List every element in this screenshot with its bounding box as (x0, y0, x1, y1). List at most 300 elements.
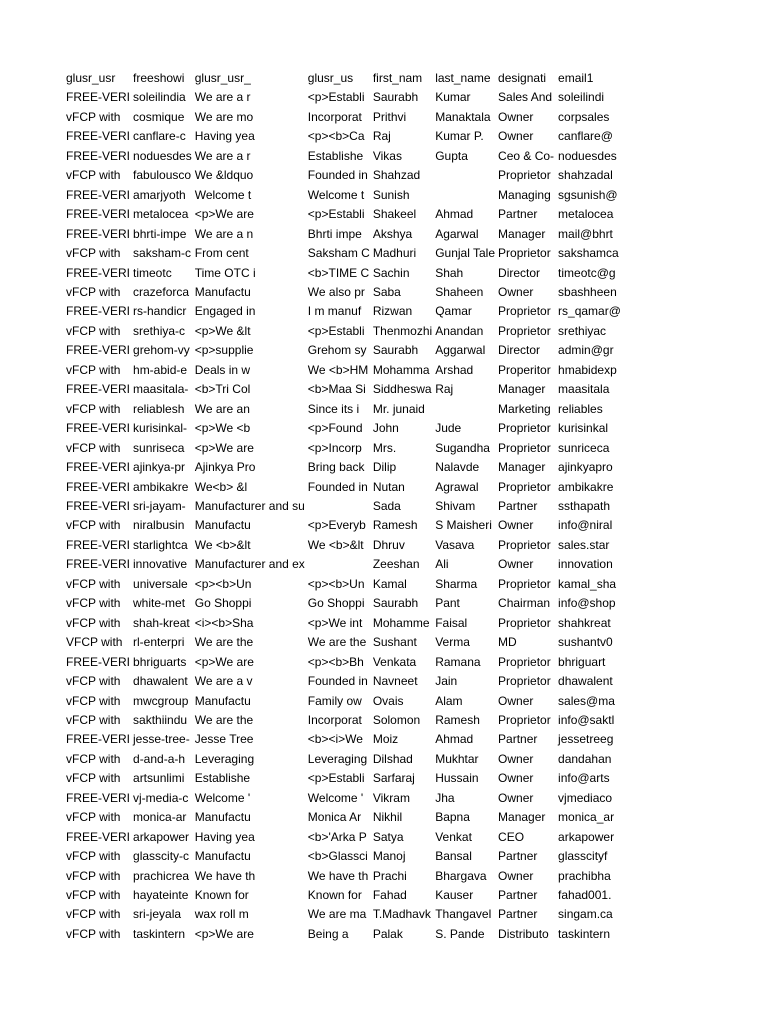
table-cell: Marketing (498, 401, 551, 416)
table-row (63, 264, 621, 283)
table-cell: vFCP with (66, 401, 121, 416)
table-cell: Prachi (372, 868, 407, 883)
table-cell: <p>We &lt (194, 323, 251, 338)
table-cell: Faisal (435, 615, 468, 630)
table-cell: mwcgroup (133, 693, 189, 708)
table-cell: Establishe (194, 771, 251, 786)
table-cell: ajinkyapro (558, 460, 613, 475)
table-cell: jesse-tree- (133, 732, 190, 747)
table-cell: Partner (498, 888, 538, 903)
table-cell: vFCP with (66, 888, 121, 903)
table-cell: <p>We int (307, 615, 363, 630)
table-cell: Sunish (372, 187, 410, 202)
table-cell: Owner (498, 557, 534, 572)
table-row (63, 439, 621, 458)
table-cell: Partner (498, 907, 538, 922)
table-cell: Arshad (435, 362, 474, 377)
table-cell: vFCP with (66, 907, 121, 922)
table-cell: <p>supplie (194, 343, 254, 358)
table-cell: Bring back (307, 460, 365, 475)
table-cell: Proprietor (498, 440, 551, 455)
table-cell: artsunlimi (133, 771, 185, 786)
table-cell: Proprietor (498, 674, 551, 689)
table-cell: noduesdes (558, 148, 617, 163)
table-cell: Manager (498, 460, 546, 475)
table-cell: sbashheen (558, 284, 617, 299)
table-cell: Owner (498, 284, 534, 299)
table-cell: Palak (372, 926, 403, 941)
table-cell: hm-abid-e (133, 362, 188, 377)
table-cell: <b>TIME C (307, 265, 370, 280)
table-cell: FREE-VERI (66, 421, 131, 436)
table-row (63, 127, 621, 146)
table-cell: vFCP with (66, 926, 121, 941)
table-cell: Managing (498, 187, 551, 202)
table-cell: sales@ma (558, 693, 615, 708)
table-cell: Hussain (435, 771, 479, 786)
table-cell: FREE-VERI (66, 460, 131, 475)
table-row (63, 186, 621, 205)
table-cell: Alam (435, 693, 463, 708)
table-cell: noduesdes (133, 148, 192, 163)
table-cell: sakthiindu (133, 712, 188, 727)
table-cell: <p>We are (194, 654, 254, 669)
table-row (63, 692, 621, 711)
table-cell: Saurabh (372, 343, 419, 358)
table-cell: fahad001. (558, 888, 612, 903)
table-cell: <p>Establi (307, 90, 365, 105)
table-cell: info@arts (558, 771, 610, 786)
table-cell: We have th (307, 868, 369, 883)
table-cell: Partner (498, 732, 538, 747)
table-cell: Verma (435, 635, 470, 650)
table-cell: Founded in (307, 168, 368, 183)
table-cell: Saurabh (372, 90, 419, 105)
table-cell: dhawalent (133, 674, 188, 689)
table-cell: kamal_sha (558, 576, 617, 591)
table-cell: FREE-VERI (66, 654, 131, 669)
table-cell: dhawalent (558, 674, 613, 689)
table-cell: Partner (498, 207, 538, 222)
table-cell: Having yea (194, 829, 255, 844)
table-row (63, 147, 621, 166)
table-cell: sri-jeyala (133, 907, 182, 922)
table-cell: We <b>HM (307, 362, 369, 377)
column-header: glusr_usr (66, 71, 116, 85)
column-header: designati (498, 71, 547, 85)
table-cell: Manaktala (435, 109, 491, 124)
table-cell: Engaged in (194, 304, 256, 319)
table-cell: sales.star (558, 537, 610, 552)
table-cell: <p>Incorp (307, 440, 362, 455)
table-cell: Sugandha (435, 440, 490, 455)
table-cell: We<b> &l (194, 479, 248, 494)
table-cell: saksham-c (133, 246, 192, 261)
table-cell: info@saktl (558, 712, 615, 727)
table-cell: canflare-c (133, 129, 186, 144)
table-cell: <p>Establi (307, 323, 365, 338)
table-cell: glasscity-c (133, 849, 190, 864)
table-cell: srethiya-c (133, 323, 186, 338)
table-cell: bhrti-impe (133, 226, 187, 241)
table-cell: Agrawal (435, 479, 479, 494)
table-cell: ambikakre (133, 479, 189, 494)
table-cell: shahzadal (558, 168, 613, 183)
table-cell: amarjyoth (133, 187, 186, 202)
table-cell: Gupta (435, 148, 468, 163)
table-cell: glasscityf (558, 849, 608, 864)
table-row (63, 166, 621, 185)
table-cell: rl-enterpri (133, 635, 185, 650)
table-cell: Go Shoppi (194, 596, 252, 611)
table-cell: niralbusin (133, 518, 185, 533)
table-cell: We are the (194, 635, 254, 650)
table-cell: Manager (498, 382, 546, 397)
table-cell: Go Shoppi (307, 596, 365, 611)
table-cell: Known for (194, 888, 249, 903)
table-cell: vFCP with (66, 596, 121, 611)
table-cell: We are a v (194, 674, 253, 689)
table-row (63, 555, 621, 574)
table-row (63, 769, 621, 788)
table-cell: Kamal (372, 576, 407, 591)
table-cell: Proprietor (498, 168, 551, 183)
table-cell: We are a n (194, 226, 254, 241)
table-row (63, 497, 621, 516)
table-cell: arkapower (133, 829, 190, 844)
table-row (63, 847, 621, 866)
table-cell: vFCP with (66, 246, 121, 261)
table-cell: We also pr (307, 284, 365, 299)
table-cell: FREE-VERI (66, 90, 131, 105)
table-cell: kurisinkal (558, 421, 609, 436)
table-cell: FREE-VERI (66, 479, 131, 494)
table-cell: FREE-VERI (66, 226, 131, 241)
table-cell: FREE-VERI (66, 498, 131, 513)
table-row (63, 205, 621, 224)
table-cell: FREE-VERI (66, 557, 131, 572)
table-cell (432, 166, 495, 185)
table-cell: metalocea (133, 207, 189, 222)
table-cell: Proprietor (498, 576, 551, 591)
table-cell: Dilip (372, 460, 397, 475)
table-cell: Sales And (498, 90, 553, 105)
table-cell: We are the (307, 635, 367, 650)
table-cell: hayateinte (133, 888, 189, 903)
table-cell: vFCP with (66, 168, 121, 183)
table-cell: We are a r (194, 90, 251, 105)
table-cell: Owner (498, 868, 534, 883)
table-cell: <p><b>Un (194, 576, 252, 591)
table-row (63, 88, 621, 107)
table-cell: We &ldquo (194, 168, 254, 183)
table-cell: Akshya (372, 226, 413, 241)
table-cell: Proprietor (498, 712, 551, 727)
table-cell: Manager (498, 810, 546, 825)
table-row (63, 905, 621, 924)
table-cell: S Maisheri (435, 518, 492, 533)
table-cell: FREE-VERI (66, 304, 131, 319)
table-cell: prachibha (558, 868, 611, 883)
table-cell: vFCP with (66, 440, 121, 455)
table-cell: Distributo (498, 926, 549, 941)
table-cell: Vasava (435, 537, 475, 552)
table-cell: Welcome ' (194, 790, 251, 805)
table-cell: innovation (558, 557, 613, 572)
table-cell: Raj (435, 382, 454, 397)
table-cell: maasitala- (133, 382, 189, 397)
table-cell: arkapower (558, 829, 615, 844)
table-cell: We are a r (194, 148, 251, 163)
table-row (63, 614, 621, 633)
table-cell: Owner (498, 693, 534, 708)
table-cell: Manufactu (194, 849, 251, 864)
table-cell: monica-ar (133, 810, 187, 825)
table-cell: taskintern (558, 926, 611, 941)
table-cell: VFCP with (66, 635, 123, 650)
table-cell: <p>We <b (194, 421, 251, 436)
table-cell: vFCP with (66, 109, 121, 124)
table-cell: vFCP with (66, 810, 121, 825)
table-cell: soleilindi (558, 90, 605, 105)
table-row (63, 458, 621, 477)
table-cell: rs_qamar@ (558, 304, 621, 319)
table-row (63, 575, 621, 594)
table-cell: vFCP with (66, 751, 121, 766)
table-cell: Jha (435, 790, 455, 805)
table-cell: <b>'Arka P (307, 829, 367, 844)
table-cell: starlightca (133, 537, 188, 552)
table-cell: vjmediaco (558, 790, 613, 805)
table-cell: Owner (498, 790, 534, 805)
table-cell: Owner (498, 771, 534, 786)
table-cell: Kauser (435, 888, 474, 903)
column-header: email1 (558, 71, 594, 85)
table-cell: <p>Everyb (307, 518, 366, 533)
table-row (63, 419, 621, 438)
table-cell: Kumar (435, 90, 471, 105)
table-cell: Moiz (372, 732, 399, 747)
table-cell: Mukhtar (435, 751, 479, 766)
table-cell: prachicrea (133, 868, 190, 883)
table-row (63, 380, 621, 399)
table-cell: <p>Found (307, 421, 363, 436)
table-cell: Saksham C (307, 246, 370, 261)
column-header: glusr_usr_ (194, 71, 251, 85)
table-cell: Welcome t (307, 187, 365, 202)
table-cell: Ahmad (435, 207, 474, 222)
table-cell: Welcome ' (307, 790, 364, 805)
table-cell: innovative (133, 557, 188, 572)
table-cell: Satya (372, 829, 404, 844)
table-cell: kurisinkal- (133, 421, 188, 436)
table-cell: FREE-VERI (66, 187, 131, 202)
table-cell: grehom-vy (133, 343, 190, 358)
table-row (63, 808, 621, 827)
table-cell: FREE-VERI (66, 382, 131, 397)
table-row (63, 302, 621, 321)
table-row (63, 886, 621, 905)
table-cell: Thenmozhi (372, 323, 433, 338)
table-cell: Pant (435, 596, 460, 611)
table-cell: We <b>&lt (194, 537, 251, 552)
table-cell: vFCP with (66, 712, 121, 727)
table-cell: Sushant (372, 635, 417, 650)
table-cell: FREE-VERI (66, 537, 131, 552)
table-cell: Madhuri (372, 246, 417, 261)
table-cell: vFCP with (66, 284, 121, 299)
table-cell: FREE-VERI (66, 343, 131, 358)
table-cell: Ali (435, 557, 449, 572)
table-cell: FREE-VERI (66, 207, 131, 222)
table-cell: Manufacturer and su (194, 498, 305, 513)
table-cell: Ramesh (372, 518, 418, 533)
table-cell: Agarwal (435, 226, 479, 241)
table-cell: vFCP with (66, 518, 121, 533)
table-row (63, 867, 621, 886)
table-cell: wax roll m (194, 907, 249, 922)
table-row (63, 594, 621, 613)
table-cell: bhriguarts (133, 654, 187, 669)
table-cell: Bhargava (435, 868, 487, 883)
table-row (63, 536, 621, 555)
table-cell: <b>Tri Col (194, 382, 251, 397)
table-cell: hmabidexp (558, 362, 617, 377)
table-cell: Solomon (372, 712, 421, 727)
table-cell: Being a (307, 926, 349, 941)
table-cell: Proprietor (498, 421, 551, 436)
table-cell: <p><b>Bh (307, 654, 364, 669)
table-cell: Founded in (307, 674, 368, 689)
table-cell: fabulousco (133, 168, 192, 183)
table-cell: crazeforca (133, 284, 190, 299)
table-cell: Shaheen (435, 284, 484, 299)
table-cell: Shah (435, 265, 464, 280)
column-header: first_nam (372, 71, 423, 85)
table-cell: Jude (435, 421, 462, 436)
table-cell: sgsunish@ (558, 187, 618, 202)
table-cell: Manager (498, 226, 546, 241)
table-cell: vj-media-c (133, 790, 189, 805)
table-row (63, 730, 621, 749)
table-cell: Director (498, 343, 541, 358)
table-cell: Sachin (372, 265, 410, 280)
table-cell: <i><b>Sha (194, 615, 254, 630)
table-cell: Partner (498, 849, 538, 864)
table-cell: Vikas (372, 148, 402, 163)
table-cell: Ramesh (435, 712, 480, 727)
table-cell: Kumar P. (435, 129, 484, 144)
table-cell: Saurabh (372, 596, 419, 611)
table-cell: Navneet (372, 674, 418, 689)
table-cell: John (372, 421, 399, 436)
table-cell: Chairman (498, 596, 551, 611)
table-cell: Raj (372, 129, 391, 144)
table-row (63, 925, 621, 944)
table-cell: srethiyac (558, 323, 607, 338)
table-cell: Proprietor (498, 323, 551, 338)
table-cell: Manufactu (194, 693, 251, 708)
table-cell: T.Madhavk (372, 907, 431, 922)
table-cell: FREE-VERI (66, 790, 131, 805)
table-cell: sunriseca (133, 440, 185, 455)
table-cell: vFCP with (66, 576, 121, 591)
table-cell: FREE-VERI (66, 732, 131, 747)
table-cell: metalocea (558, 207, 614, 222)
spreadsheet-table (63, 69, 621, 944)
table-cell: Ceo & Co- (498, 148, 555, 163)
table-cell: Jain (435, 674, 458, 689)
table-cell: FREE-VERI (66, 129, 131, 144)
table-cell: singam.ca (558, 907, 613, 922)
table-cell: CEO (498, 829, 525, 844)
table-cell: Shahzad (372, 168, 421, 183)
table-row (63, 672, 621, 691)
table-cell: taskintern (133, 926, 186, 941)
table-cell: vFCP with (66, 615, 121, 630)
table-cell: Sharma (435, 576, 478, 591)
table-cell: Since its i (307, 401, 360, 416)
table-cell: Dilshad (372, 751, 413, 766)
table-cell: Ramana (435, 654, 481, 669)
table-cell: Mohamme (372, 615, 430, 630)
table-cell: Venkata (372, 654, 417, 669)
table-cell: vFCP with (66, 674, 121, 689)
table-body (63, 88, 621, 944)
table-cell: We have th (194, 868, 256, 883)
table-cell: ambikakre (558, 479, 614, 494)
table-row (63, 828, 621, 847)
table-cell: FREE-VERI (66, 148, 131, 163)
table-cell: We are the (194, 712, 254, 727)
table-cell: sri-jayam- (133, 498, 186, 513)
table-cell: sunriceca (558, 440, 610, 455)
table-cell: Nutan (372, 479, 405, 494)
table-cell: <p>Establi (307, 771, 365, 786)
column-header: last_name (435, 71, 491, 85)
table-cell: Ahmad (435, 732, 474, 747)
table-row (63, 361, 621, 380)
table-cell: <b><i>We (307, 732, 363, 747)
table-cell: monica_ar (558, 810, 615, 825)
table-cell: FREE-VERI (66, 829, 131, 844)
table-cell: Monica Ar (307, 810, 362, 825)
table-cell: sakshamca (558, 246, 619, 261)
table-row (63, 400, 621, 419)
table-cell: Shakeel (372, 207, 417, 222)
table-cell: Proprietor (498, 479, 551, 494)
table-cell: Bansal (435, 849, 472, 864)
table-cell: Prithvi (372, 109, 407, 124)
table-cell: timeotc (133, 265, 172, 280)
table-cell: Zeeshan (372, 557, 420, 572)
table-cell: Incorporat (307, 712, 362, 727)
table-row (63, 789, 621, 808)
table-cell: <p><b>Un (307, 576, 365, 591)
table-cell: MD (498, 635, 517, 650)
table-cell: Aggarwal (435, 343, 486, 358)
table-cell: <p><b>Ca (307, 129, 365, 144)
table-cell: Vikram (372, 790, 410, 805)
table-cell: Nikhil (372, 810, 403, 825)
table-cell: Proprietor (498, 654, 551, 669)
table-cell: sushantv0 (558, 635, 613, 650)
table-cell: rs-handicr (133, 304, 187, 319)
table-cell: Venkat (435, 829, 472, 844)
table-cell: I m manuf (307, 304, 362, 319)
table-cell: <b>Glassci (307, 849, 368, 864)
table-cell: Gunjal Tale (435, 246, 496, 261)
